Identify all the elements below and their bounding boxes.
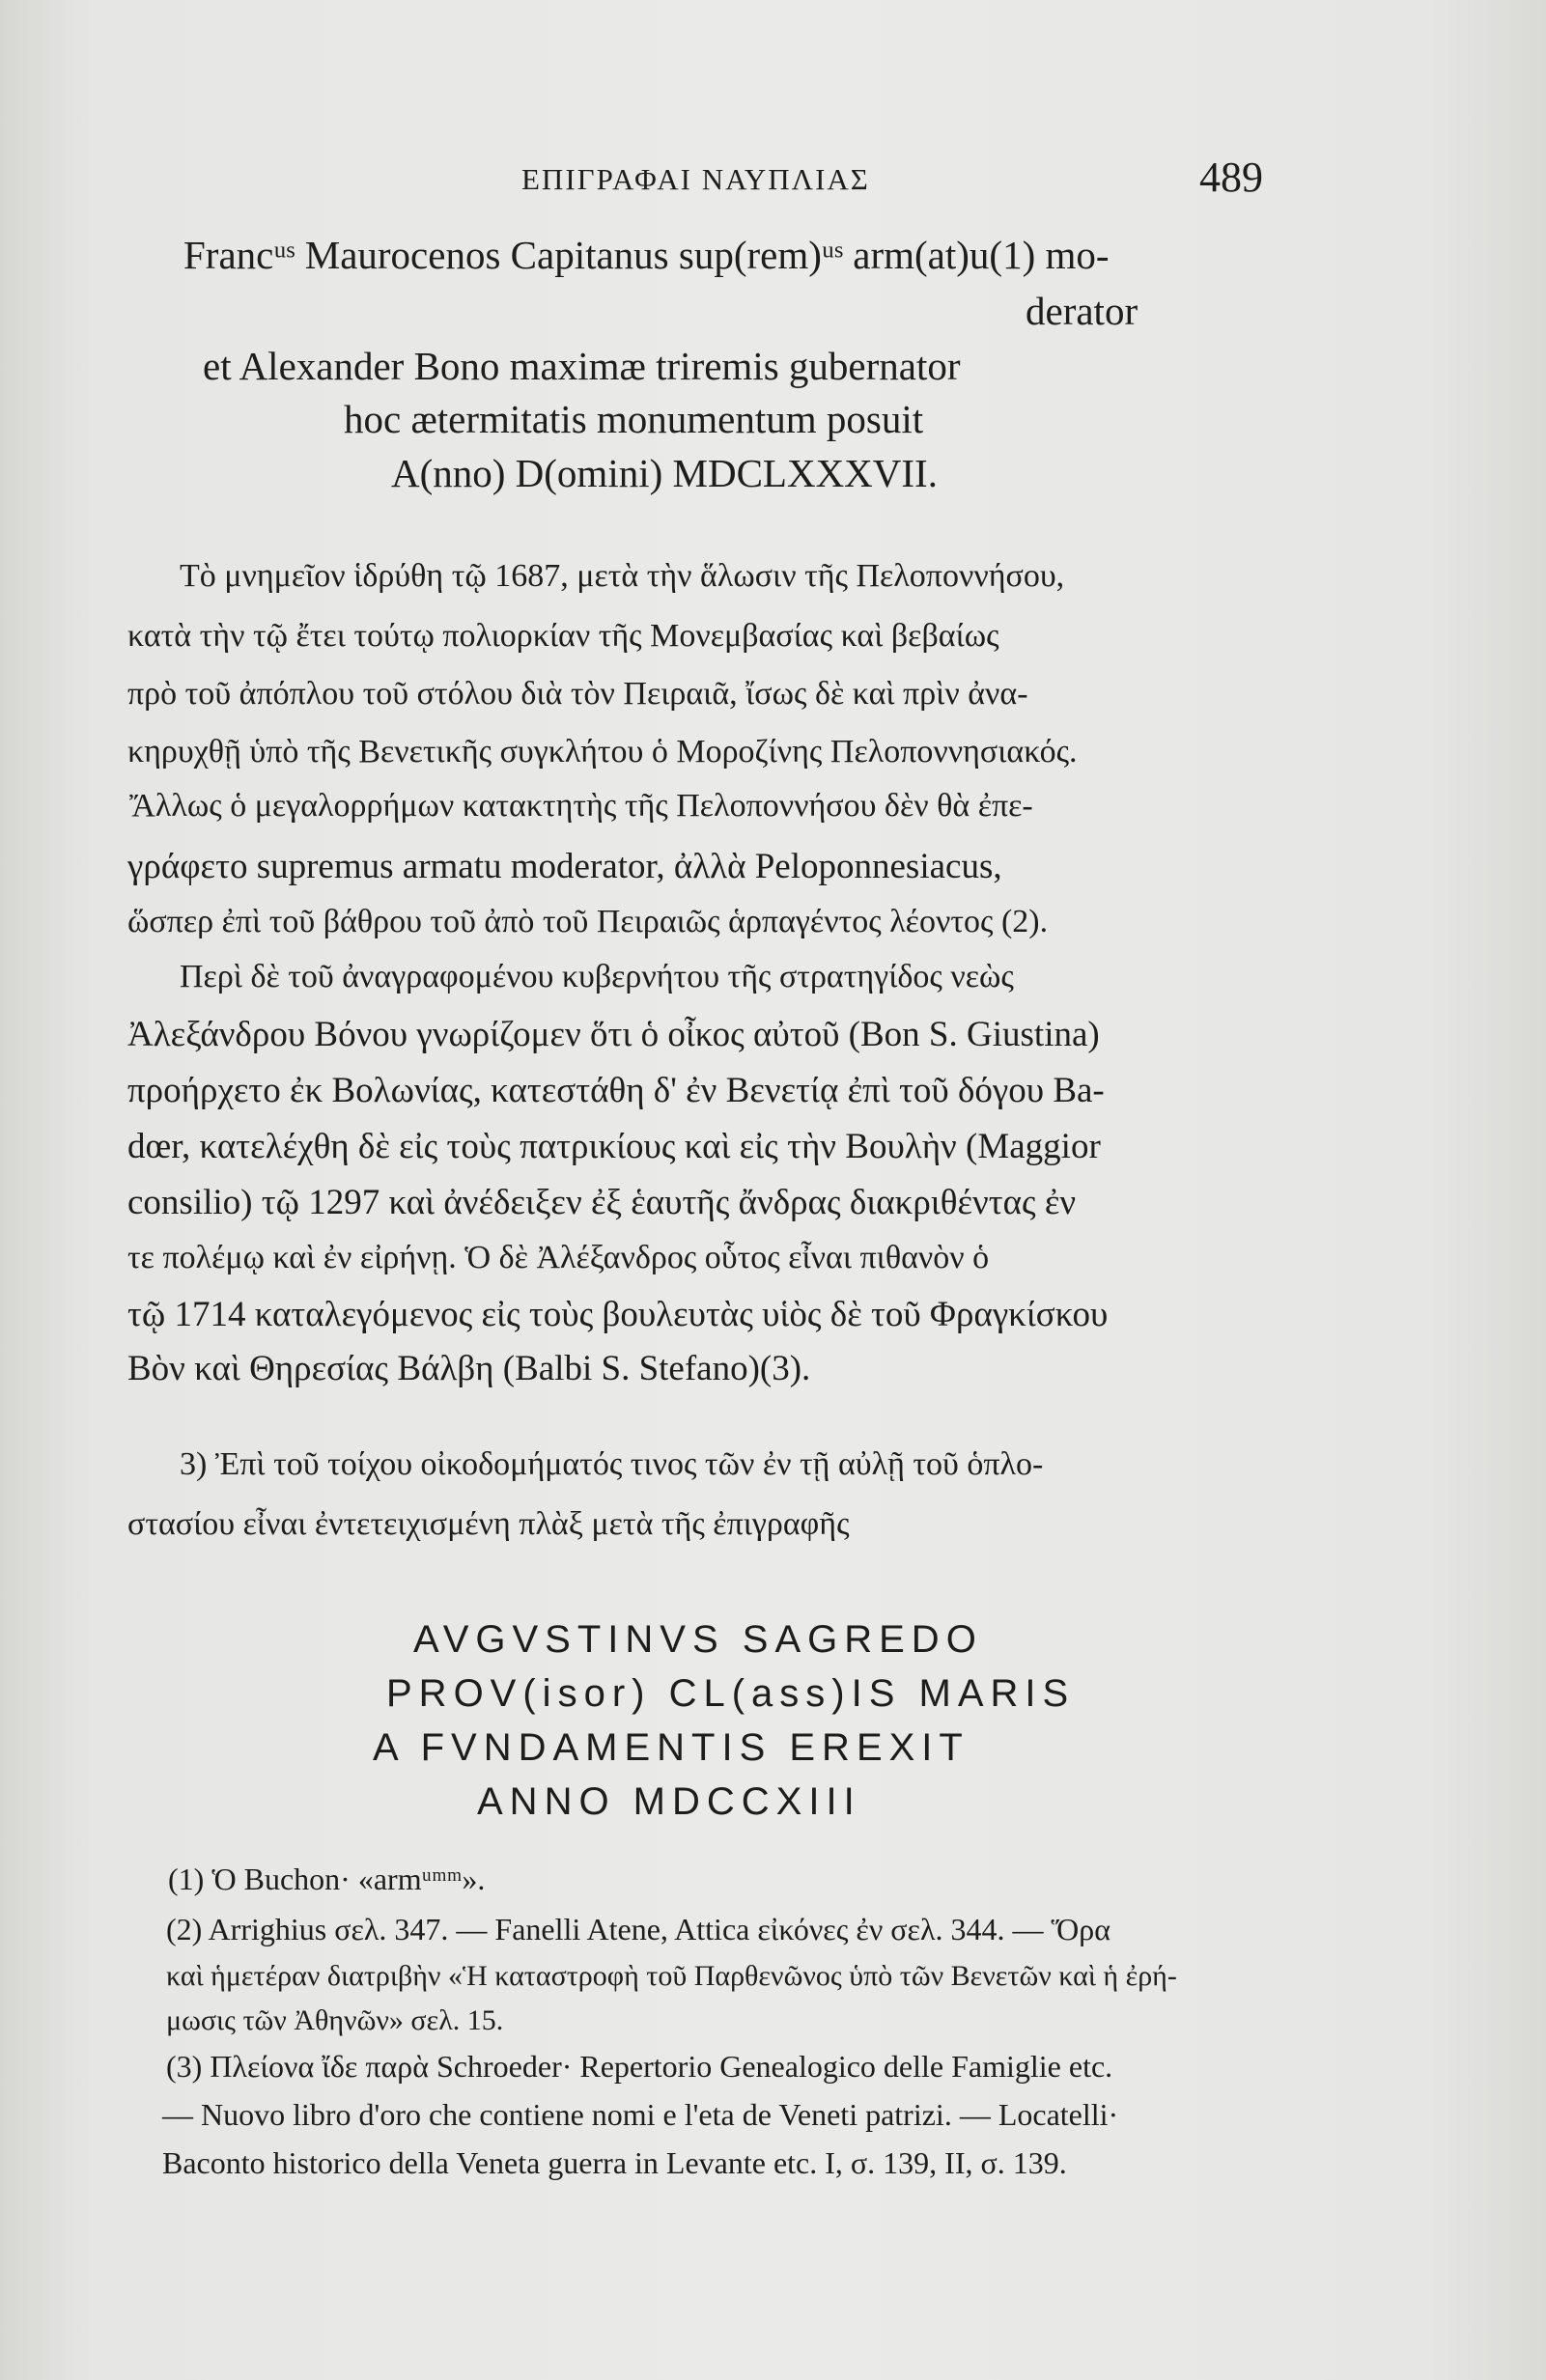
text-line: προήρχετο ἐκ Βολωνίας, κατεστάθη δ' ἐν Βενετίᾳ ἐπὶ τοῦ δόγου Ba-	[127, 1071, 1105, 1110]
text-line: Ἀλεξάνδρου Βόνου γνωρίζομεν ὅτι ὁ οἶκος αὐτοῦ (Bon S. Giustina)	[127, 1015, 1100, 1054]
text-line: Περὶ δὲ τοῦ ἀναγραφομένου κυβερνήτου τῆς στρατηγίδος νεὼς	[180, 959, 1014, 994]
text-line: κηρυχθῇ ὑπὸ τῆς Βενετικῆς συγκλήτου ὁ Μοροζίνης Πελοποννησιακός.	[127, 734, 1078, 770]
text-line: ὥσπερ ἐπὶ τοῦ βάθρου τοῦ ἀπὸ τοῦ Πειραιῶς ἁρπαγέντος λέοντος (2).	[127, 904, 1049, 939]
footnote-line: καὶ ἡμετέραν διατριβὴν «Ἡ καταστροφὴ τοῦ Παρθενῶνος ὑπὸ τῶν Βενετῶν καὶ ἡ ἐρή-	[166, 1960, 1177, 1992]
inscription-line: hoc ætermitatis monumentum posuit	[344, 397, 924, 441]
inscription-line: AVGVSTINVS SAGREDO	[413, 1618, 983, 1661]
running-title: ΕΠΙΓΡΑΦΑΙ ΝΑΥΠΛΙΑΣ	[521, 162, 870, 196]
inscription-line: ANNO MDCCXIII	[477, 1780, 861, 1823]
page-header	[0, 153, 1546, 210]
text-line: πρὸ τοῦ ἀπόπλου τοῦ στόλου διὰ τὸν Πειραιᾶ, ἴσως δὲ καὶ πρὶν ἀνα-	[127, 676, 1028, 712]
text-line: γράφετο supremus armatu moderator, ἀλλὰ Peloponnesiacus,	[127, 847, 1002, 886]
inscription-line: Francᵘˢ Maurocenos Capitanus sup(rem)ᵘˢ arm(at)u(1) mo-	[183, 233, 1110, 277]
text-line: consilio) τῷ 1297 καὶ ἀνέδειξεν ἐξ ἑαυτῆς ἄνδρας διακριθέντας ἐν	[127, 1183, 1077, 1222]
text-line: Βὸν καὶ Θηρεσίας Βάλβη (Balbi S. Stefano)(3).	[127, 1349, 811, 1388]
text-line: dœr, κατελέχθη δὲ εἰς τοὺς πατρικίους καὶ εἰς τὴν Βουλὴν (Maggior	[127, 1127, 1101, 1166]
text-line: τε πολέμῳ καὶ ἐν εἰρήνῃ. Ὁ δὲ Ἀλέξανδρος οὗτος εἶναι πιθανὸν ὁ	[127, 1240, 990, 1275]
text-line: Ἄλλως ὁ μεγαλορρήμων κατακτητὴς τῆς Πελοποννήσου δὲν θὰ ἐπε-	[129, 788, 1033, 824]
inscription-line: derator	[1026, 289, 1138, 333]
page-number: 489	[1199, 154, 1263, 201]
inscription-line: PROV(isor) CL(ass)IS MARIS	[386, 1672, 1076, 1715]
footnote-line: Baconto historico della Veneta guerra in Levante etc. I, σ. 139, II, σ. 139.	[162, 2145, 1067, 2180]
inscription-line: A FVNDAMENTIS EREXIT	[373, 1726, 970, 1769]
footnote-line: μωσις τῶν Ἀθηνῶν» σελ. 15.	[166, 2004, 504, 2036]
inscription-line: et Alexander Bono maximæ triremis gubernator	[203, 344, 961, 388]
text-line: στασίου εἶναι ἐντετειχισμένη πλὰξ μετὰ τῆς ἐπιγραφῆς	[127, 1506, 850, 1542]
footnote-line: (2) Arrighius σελ. 347. — Fanelli Atene, Attica εἰκόνες ἐν σελ. 344. — Ὅρα	[166, 1912, 1110, 1946]
text-line: Τὸ μνημεῖον ἱδρύθη τῷ 1687, μετὰ τὴν ἅλωσιν τῆς Πελοποννήσου,	[180, 558, 1065, 594]
inscription-line: A(nno) D(omini) MDCLXXXVII.	[391, 451, 938, 495]
text-line: 3) Ἐπὶ τοῦ τοίχου οἰκοδομήματός τινος τῶν ἐν τῇ αὐλῇ τοῦ ὁπλο-	[180, 1446, 1044, 1482]
text-line: κατὰ τὴν τῷ ἔτει τούτῳ πολιορκίαν τῆς Μονεμβασίας καὶ βεβαίως	[127, 618, 999, 654]
text-line: τῷ 1714 καταλεγόμενος εἰς τοὺς βουλευτὰς υἱὸς δὲ τοῦ Φραγκίσκου	[127, 1295, 1109, 1334]
footnote-line: — Nuovo libro d'oro che contiene nomi e l'eta de Veneti patrizi. — Locatelli·	[162, 2097, 1119, 2132]
footnote-line: (3) Πλείονα ἴδε παρὰ Schroeder· Repertorio Genealogico delle Famiglie etc.	[166, 2049, 1113, 2084]
footnote-line: (1) Ὁ Buchon· «armᵘᵐᵐ».	[168, 1862, 486, 1896]
